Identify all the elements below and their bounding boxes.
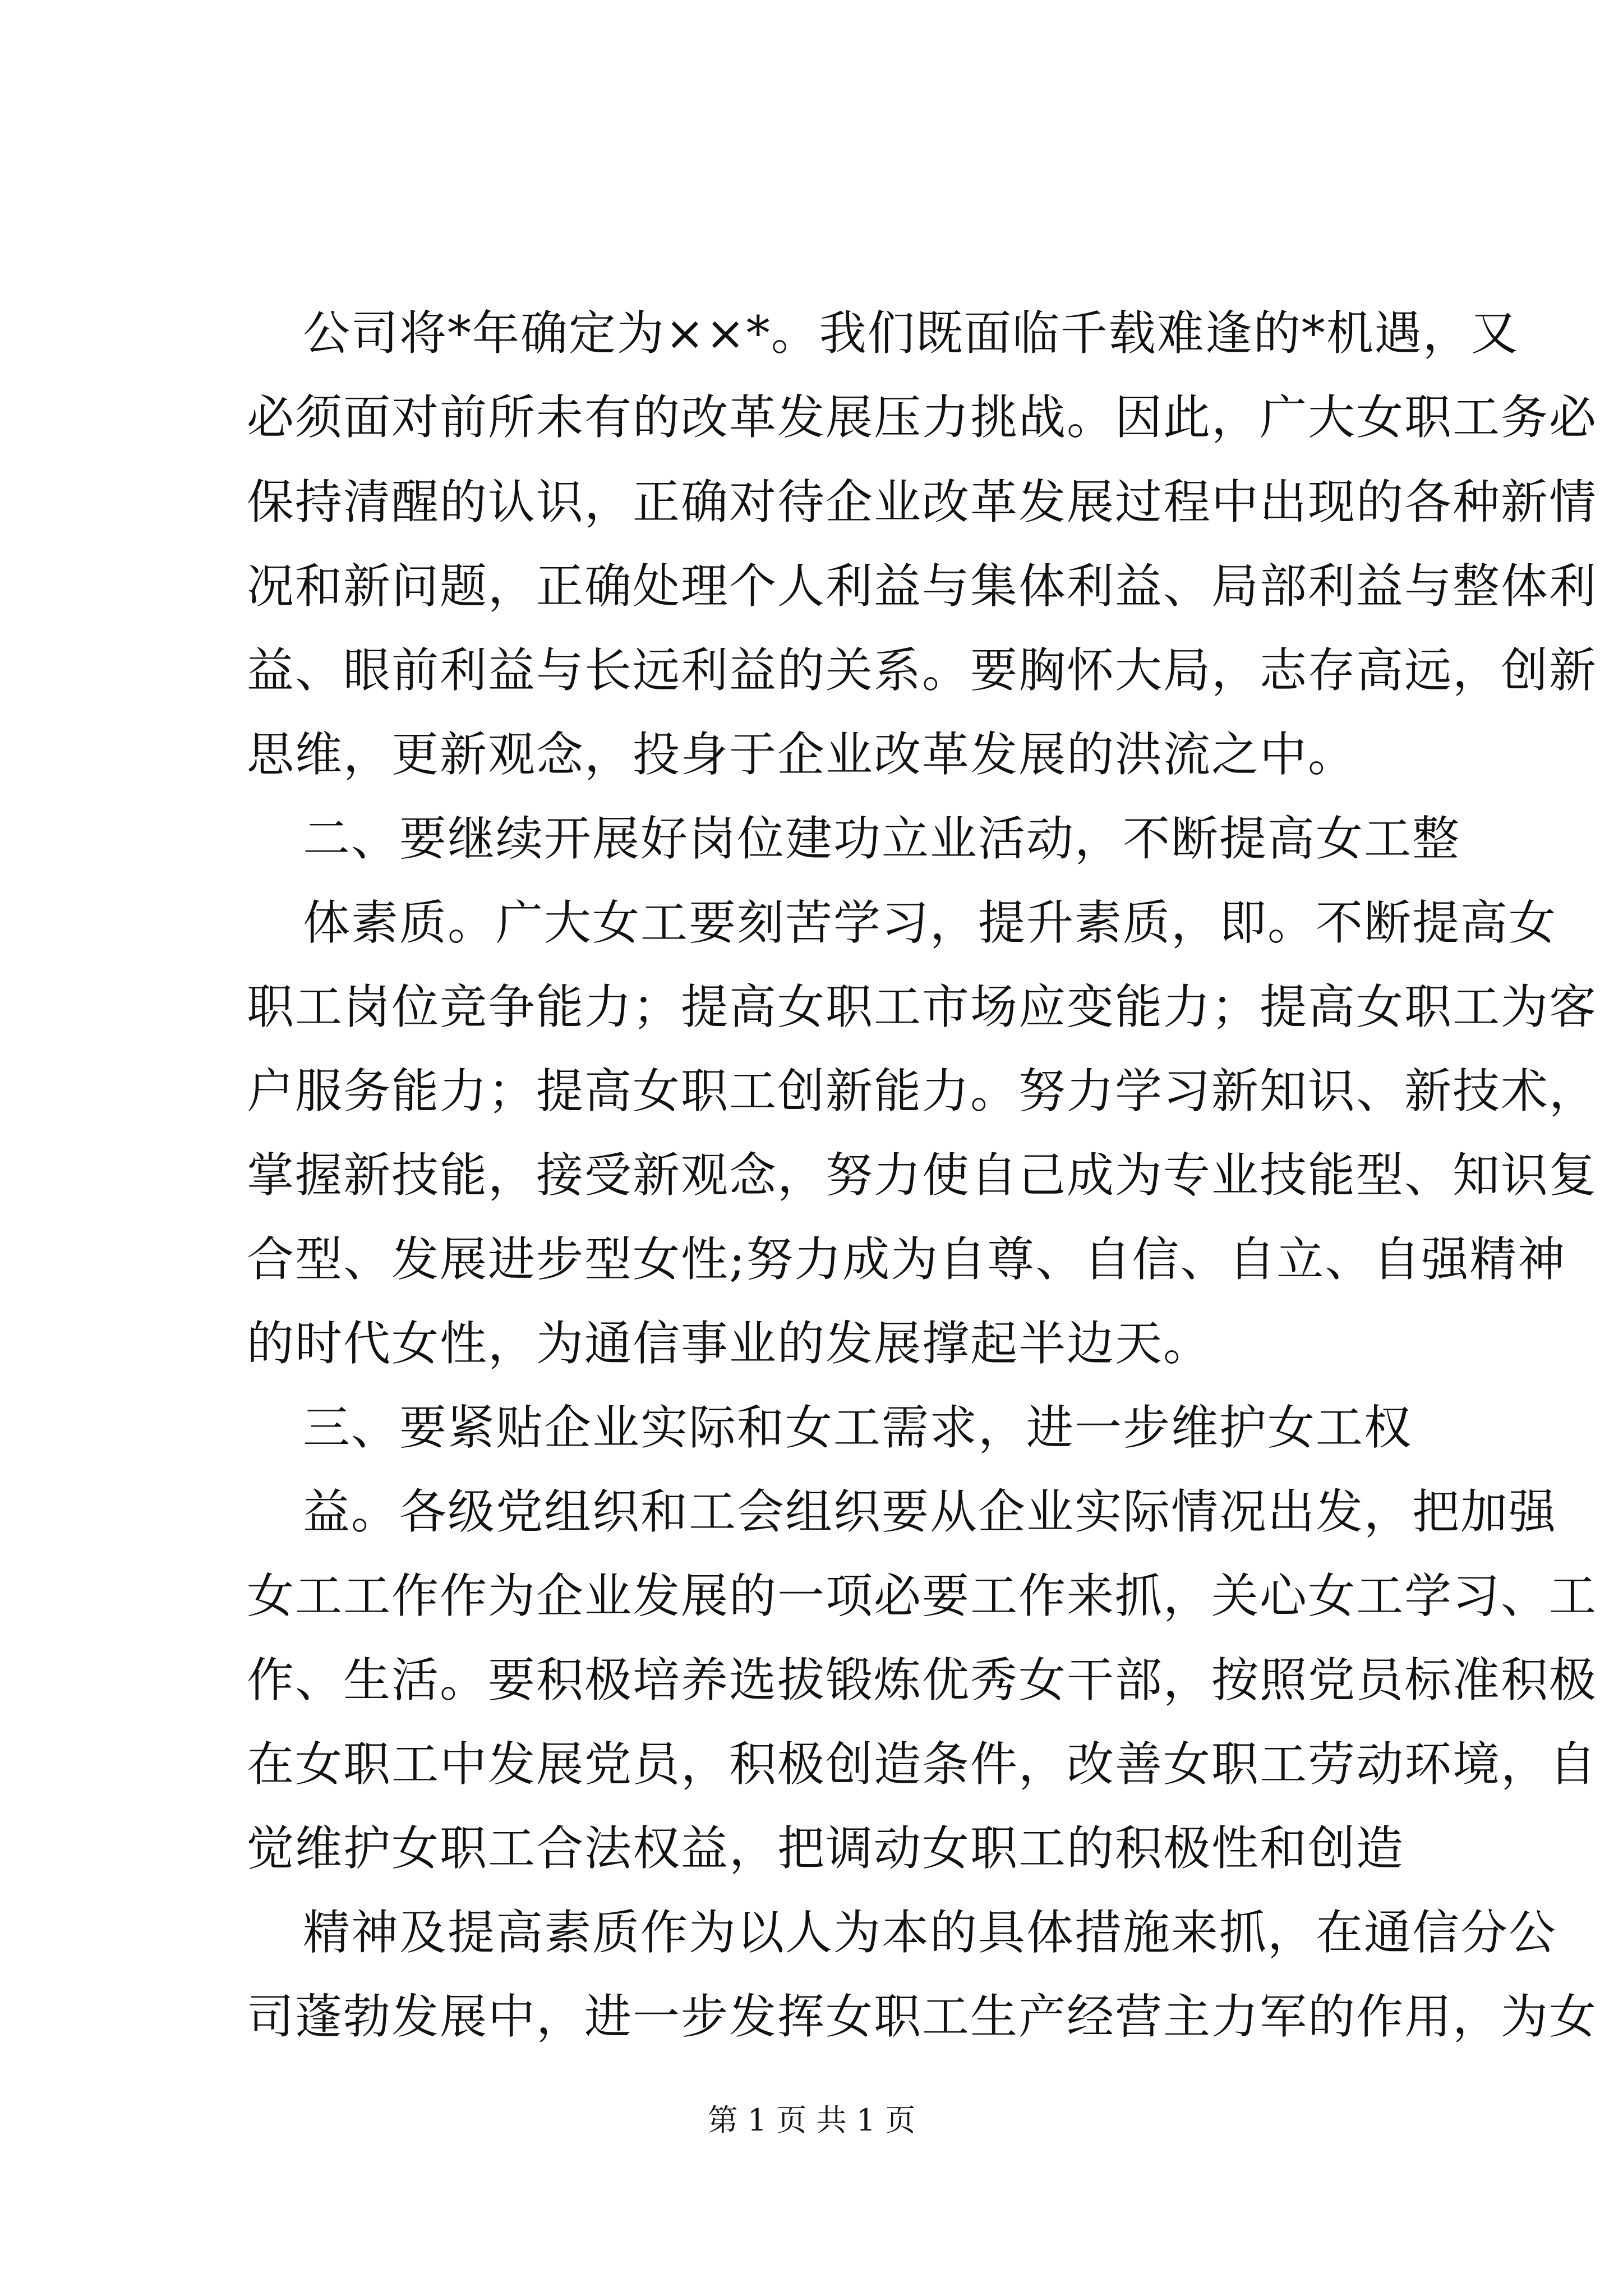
text-line: 合型、发展进步型女性;努力成为自尊、自信、自立、自强精神 <box>247 1232 1566 1287</box>
text-line: 保持清醒的认识，正确对待企业改革发展过程中出现的各种新情 <box>247 475 1598 530</box>
text-line: 益。各级党组织和工会组织要从企业实际情况出发，把加强 <box>303 1484 1557 1539</box>
text-line: 作、生活。要积极培养选拔锻炼优秀女干部，按照党员标准积极 <box>247 1653 1598 1708</box>
text-line: 职工岗位竞争能力；提高女职工市场应变能力；提高女职工为客 <box>247 979 1598 1034</box>
text-line: 体素质。广大女工要刻苦学习，提升素质，即。不断提高女 <box>303 895 1557 950</box>
text-line: 精神及提高素质作为以人为本的具体措施来抓，在通信分公 <box>303 1905 1557 1960</box>
text-line: 公司将*年确定为××*。我们既面临千载难逢的*机遇，又 <box>303 306 1519 361</box>
text-line: 掌握新技能，接受新观念，努力使自己成为专业技能型、知识复 <box>247 1148 1598 1203</box>
text-line: 况和新问题，正确处理个人利益与集体利益、局部利益与整体利 <box>247 559 1598 614</box>
text-line: 益、眼前利益与长远利益的关系。要胸怀大局，志存高远，创新 <box>247 643 1598 698</box>
text-line: 在女职工中发展党员，积极创造条件，改善女职工劳动环境，自 <box>247 1737 1598 1792</box>
text-line: 思维，更新观念，投身于企业改革发展的洪流之中。 <box>247 727 1357 782</box>
heading-line: 二、要继续开展好岗位建功立业活动，不断提高女工整 <box>303 811 1461 866</box>
heading-line: 三、要紧贴企业实际和女工需求，进一步维护女工权 <box>303 1400 1413 1455</box>
text-line: 的时代女性，为通信事业的发展撑起半边天。 <box>247 1316 1212 1371</box>
text-line: 女工工作作为企业发展的一项必要工作来抓，关心女工学习、工 <box>247 1568 1598 1623</box>
text-line: 司蓬勃发展中，进一步发挥女职工生产经营主力军的作用，为女 <box>247 1989 1598 2044</box>
text-line: 觉维护女职工合法权益，把调动女职工的积极性和创造 <box>247 1821 1405 1876</box>
page-footer: 第 1 页 共 1 页 <box>707 2102 916 2138</box>
text-line: 必须面对前所未有的改革发展压力挑战。因此，广大女职工务必 <box>247 390 1598 445</box>
text-line: 户服务能力；提高女职工创新能力。努力学习新知识、新技术， <box>247 1064 1598 1119</box>
